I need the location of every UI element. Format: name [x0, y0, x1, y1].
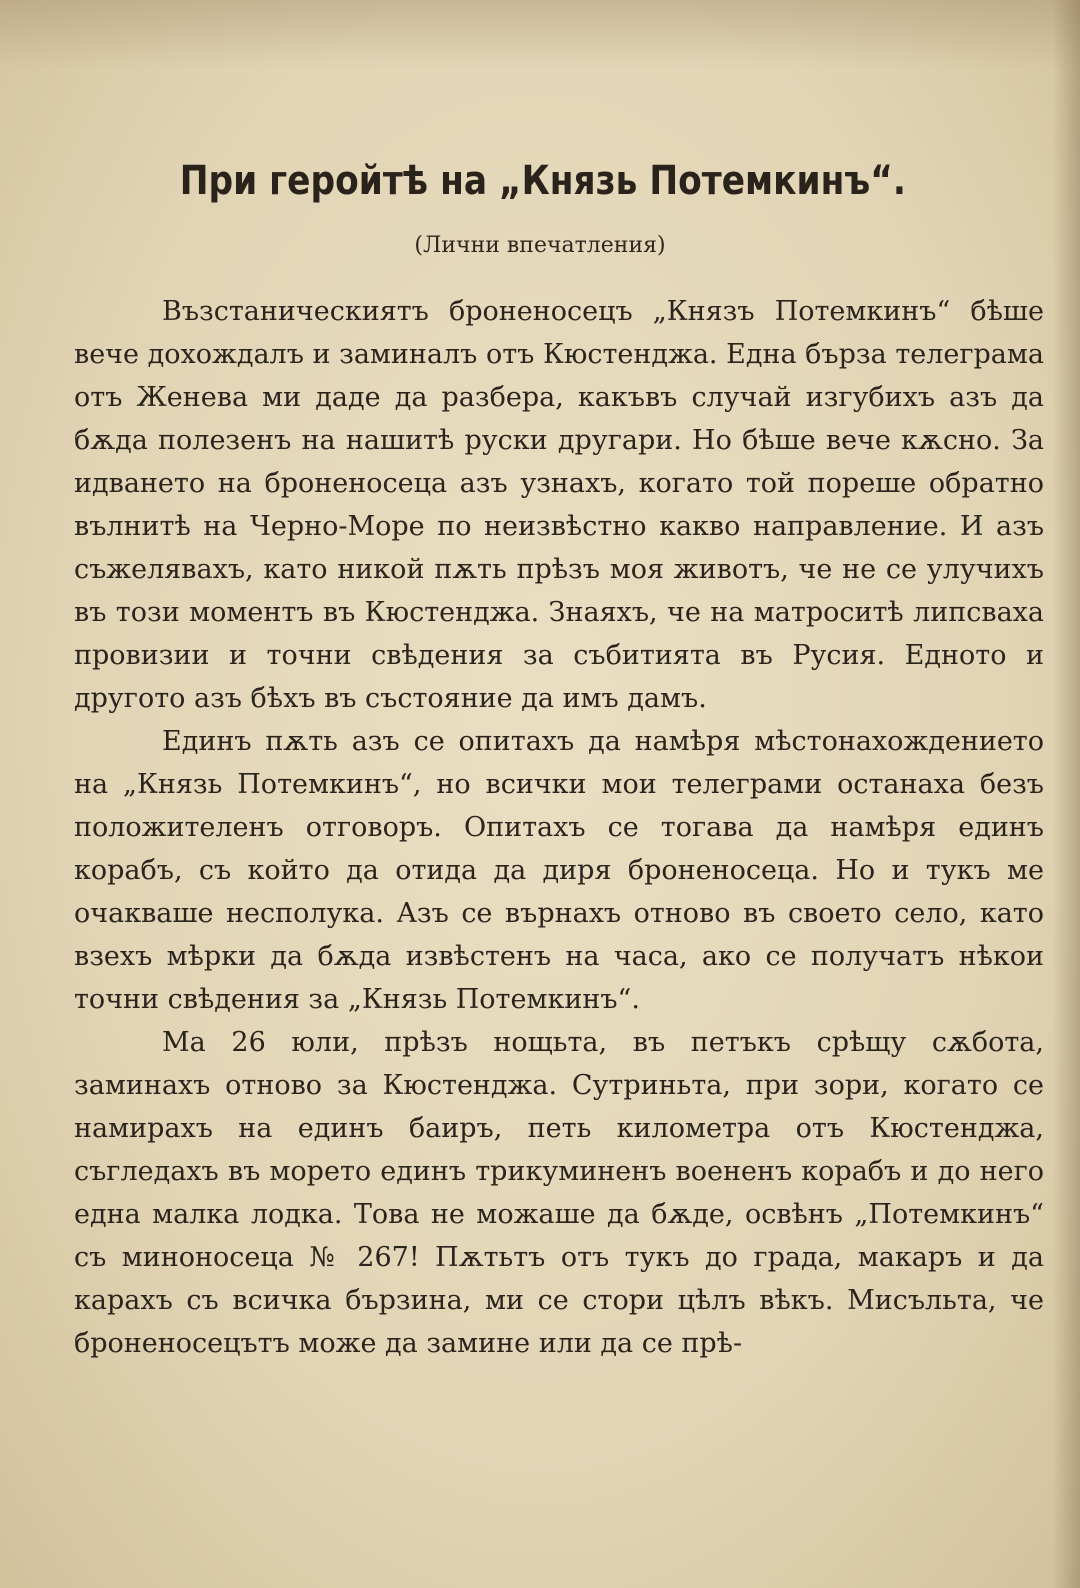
paragraph-2: Единъ пѫть азъ се опитахъ да намѣря мѣстонахождението на „Князь Потемкинъ“, но всички мои телеграми останаха безъ положителенъ отговоръ. Опитахъ се тогава да намѣря единъ корабъ, съ който да отида да диря броненосеца. Но и тукъ ме очакваше несполука. Азъ се върнахъ отново въ своето село, като взехъ мѣрки да бѫда извѣстенъ на часа, ако се получатъ нѣкои точни свѣдения за „Князь Потемкинъ“.: [74, 726, 1044, 1015]
article-title: При геройтѣ на „Князь Потемкинъ“.: [179, 158, 906, 204]
paragraph-3: Ма 26 юли, прѣзъ нощьта, въ петъкъ срѣщу сѫбота, заминахъ отново за Кюстенджа. Сутриньта, при зори, когато се намирахъ на единъ баиръ, петь километра отъ Кюстенджа, съгледахъ въ морето единъ трикуминенъ воененъ корабъ и до него една малка лодка. Това не можаше да бѫде, освѣнъ „Потемкинъ“ съ миноносеца № 267! Пѫтьтъ отъ тукъ до града, макаръ и да карахъ съ всичка бързина, ми се стори цѣлъ вѣкъ. Мисъльта, че броненосецътъ може да замине или да се прѣ-: [74, 1027, 1044, 1359]
page-shadow-top: [0, 0, 1080, 70]
article-subtitle: (Лични впечатления): [414, 233, 666, 258]
article-body: [74, 290, 1044, 1365]
paragraph-1: Възстаническиятъ броненосецъ „Князъ Потемкинъ“ бѣше вече дохождалъ и заминалъ отъ Кюстенджа. Една бърза телеграма отъ Женева ми даде да разбера, какъвъ случай изгубихъ азъ да бѫда полезенъ на нашитѣ руски другари. Но бѣше вече кѫсно. За идването на броненосеца азъ узнахъ, когато той пореше обратно вълнитѣ на Черно-Море по неизвѣстно какво направление. И азъ съжелявахъ, като никой пѫть прѣзъ моя животъ, че не се улучихъ въ този моментъ въ Кюстенджа. Знаяхъ, че на матроситѣ липсваха провизии и точни свѣдения за събитията въ Русия. Едното и другото азъ бѣхъ въ състояние да имъ дамъ.: [74, 296, 1044, 714]
